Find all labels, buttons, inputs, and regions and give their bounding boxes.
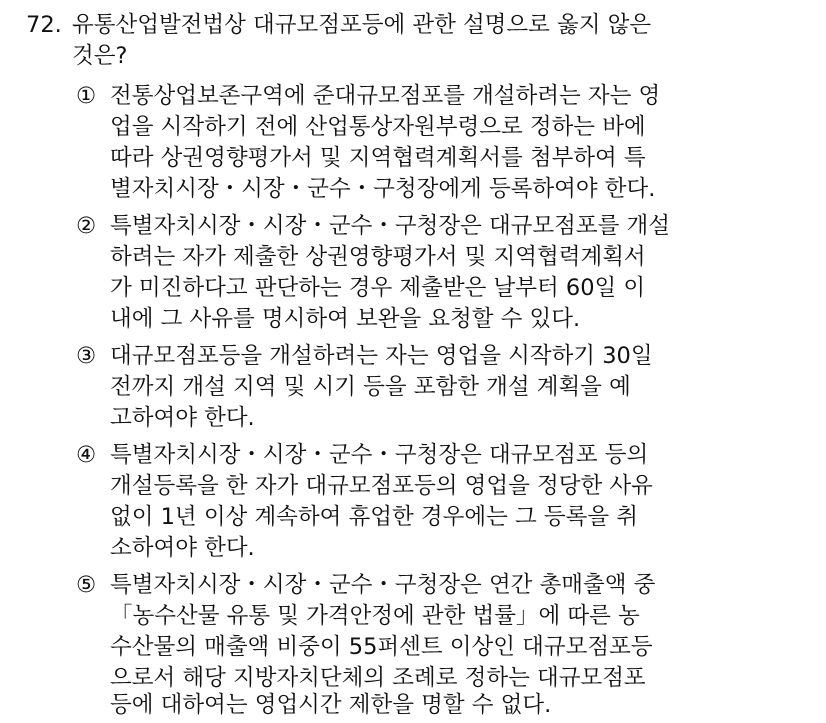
option-5-line: 특별자치시장・시장・군수・구청장은 연간 총매출액 중 — [110, 572, 656, 598]
option-2-line: 가 미진하다고 판단하는 경우 제출받은 날부터 60일 이 — [110, 275, 646, 301]
option-2-line: 하려는 자가 제출한 상권영향평가서 및 지역협력계획서 — [110, 244, 646, 270]
option-4-marker: ④ — [76, 442, 97, 468]
option-4-line: 소하여야 한다. — [110, 535, 255, 561]
option-3-line: 대규모점포등을 개설하려는 자는 영업을 시작하기 30일 — [110, 343, 653, 369]
option-2-line: 특별자치시장・시장・군수・구청장은 대규모점포를 개설 — [110, 213, 670, 239]
option-1-line: 전통상업보존구역에 준대규모점포를 개설하려는 자는 영 — [110, 83, 661, 109]
option-2-line: 내에 그 사유를 명시하여 보완을 요청할 수 있다. — [110, 306, 581, 332]
option-5-line: 으로서 해당 지방자치단체의 조례로 정하는 대규모점포 — [110, 665, 646, 691]
option-5-marker: ⑤ — [76, 572, 97, 598]
option-2-marker: ② — [76, 213, 97, 239]
option-1-line: 별자치시장・시장・군수・구청장에게 등록하여야 한다. — [110, 176, 656, 202]
option-5-line: 등에 대하여는 영업시간 제한을 명할 수 없다. — [110, 692, 552, 718]
question-number: 72. — [26, 12, 62, 38]
question-stem-line: 것은? — [72, 43, 128, 69]
option-3-line: 전까지 개설 지역 및 시기 등을 포함한 개설 계획을 예 — [110, 374, 631, 400]
question-stem-line: 유통산업발전법상 대규모점포등에 관한 설명으로 옳지 않은 — [72, 12, 652, 38]
option-1-marker: ① — [76, 83, 97, 109]
option-3-line: 고하여야 한다. — [110, 405, 255, 431]
option-4-line: 없이 1년 이상 계속하여 휴업한 경우에는 그 등록을 취 — [110, 504, 638, 530]
option-1-line: 따라 상권영향평가서 및 지역협력계획서를 첨부하여 특 — [110, 145, 646, 171]
option-5-line: 「농수산물 유통 및 가격안정에 관한 법률」에 따른 농 — [110, 603, 640, 629]
option-4-line: 개설등록을 한 자가 대규모점포등의 영업을 정당한 사유 — [110, 473, 653, 499]
option-1-line: 업을 시작하기 전에 산업통상자원부령으로 정하는 바에 — [110, 114, 646, 140]
option-4-line: 특별자치시장・시장・군수・구청장은 대규모점포 등의 — [110, 442, 649, 468]
option-3-marker: ③ — [76, 343, 97, 369]
option-5-line: 수산물의 매출액 비중이 55퍼센트 이상인 대규모점포등 — [110, 634, 653, 660]
